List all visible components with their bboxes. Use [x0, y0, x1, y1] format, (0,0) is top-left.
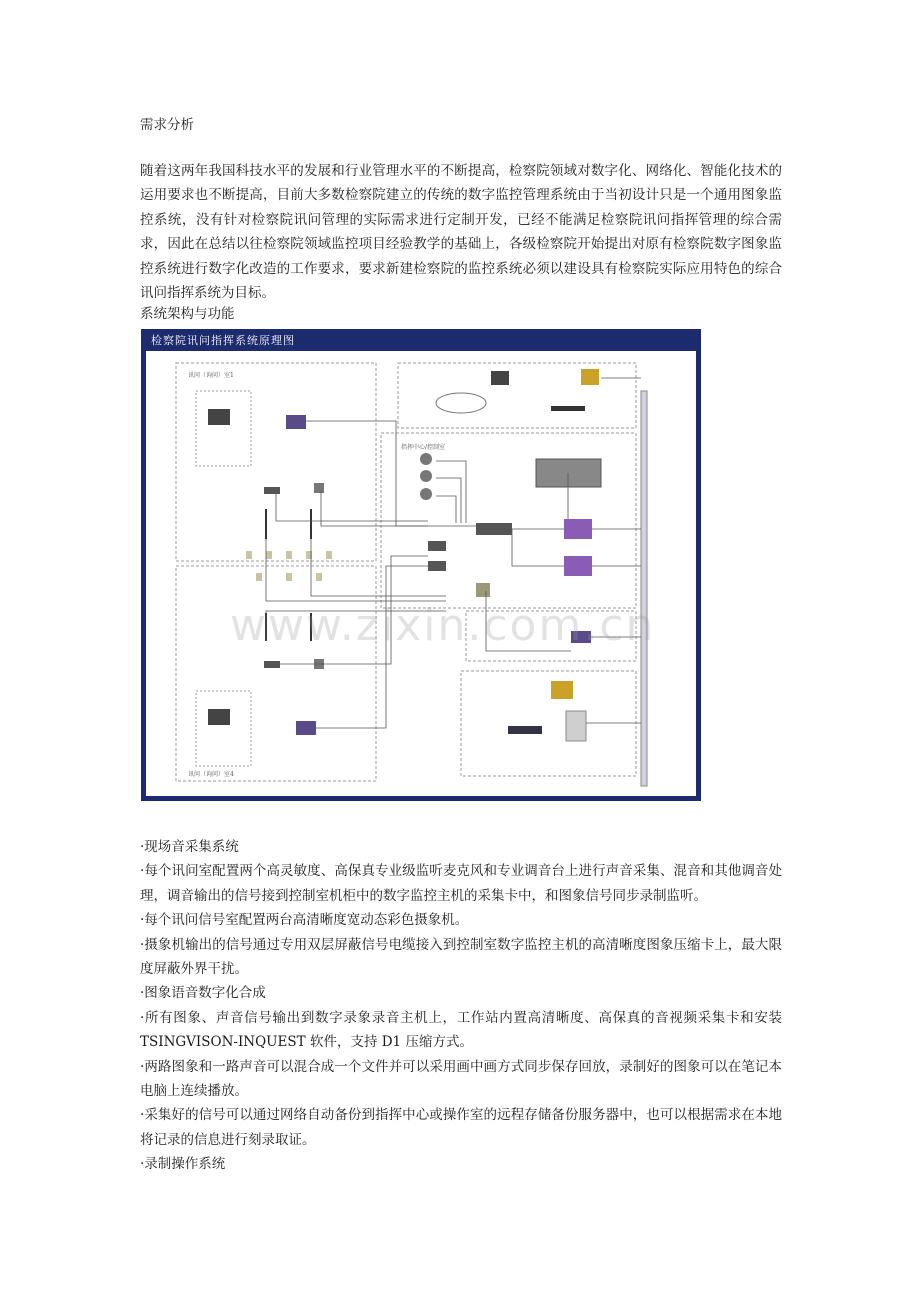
room4-laptop-icon [296, 721, 316, 735]
room1-camera1-icon [264, 487, 280, 494]
room1-sensors [246, 551, 332, 559]
room4-tablet-icon [208, 709, 230, 725]
list-item: ·录制操作系统 [140, 1156, 226, 1173]
operation-room-box [461, 671, 636, 776]
system-diagram-figure [141, 329, 701, 801]
list-item: ·每个讯问室配置两个高灵敏度、高保真专业级监听麦克风和专业调音台上进行声音采集、混音和其他调音处理，调音输出的信号接到控制室机柜中的数字监控主机的采集卡中，和图象信号同步录制监听。 [140, 863, 782, 904]
room1-tablet-icon [208, 409, 230, 425]
room1-console-box [196, 391, 251, 466]
room4-console-box [196, 691, 251, 766]
remote-server-icon [551, 406, 585, 411]
operation-monitor-icon [551, 681, 573, 699]
monitor-station2-icon [564, 556, 592, 576]
encoder2-icon [428, 561, 446, 571]
room1-box [176, 363, 376, 561]
room1-label: 讯问（询问）室1 [188, 372, 234, 379]
storage-server-icon [508, 726, 542, 734]
list-item: ·摄象机输出的信号通过专用双层屏蔽信号电缆接入到控制室数字监控主机的高清晰度图象压缩卡上，最大限度屏蔽外界干扰。 [140, 936, 782, 978]
room4-box [176, 566, 376, 781]
network-backbone [641, 391, 647, 786]
figure-title: 检察院讯问指挥系统原理图 [151, 334, 295, 347]
list-item: ·所有图象、声音信号输出到数字录象录音主机上，工作站内置高清晰度、高保真的音视频采集卡和安装 TSINGVISON-INQUEST 软件，支持 D1 压缩方式。 [140, 1009, 782, 1051]
network-cloud-icon [436, 393, 486, 413]
dome-camera2-icon [420, 470, 432, 482]
video-wall-icon [536, 459, 601, 487]
room1-laptop-icon [286, 415, 306, 429]
remote-area-box [398, 363, 636, 428]
list-item: ·两路图象和一路声音可以混合成一个文件并可以采用画中画方式同步保存回放，录制好的图象可以在笔记本电脑上连续播放。 [140, 1058, 782, 1100]
list-item: ·每个讯问信号室配置两台高清晰度宽动态彩色摄象机。 [140, 912, 469, 929]
connection-lines [266, 378, 641, 728]
list-item: ·采集好的信号可以通过网络自动备份到指挥中心或操作室的远程存储备份服务器中，也可以根据需求在本地将记录的信息进行刻录取证。 [140, 1107, 782, 1148]
list-item: ·图象语音数字化合成 [140, 985, 266, 1002]
remote-monitor1-icon [491, 371, 509, 385]
monitor-station1-icon [564, 519, 592, 539]
dome-camera1-icon [420, 453, 432, 465]
command-center-label: 指挥中心/控制室 [401, 444, 446, 451]
encoder1-icon [428, 541, 446, 551]
watermark: www.zixin.com.cn [230, 600, 656, 651]
diagram-svg [146, 351, 696, 796]
dvr-host-icon [476, 523, 512, 535]
room4-camera1-icon [264, 661, 280, 668]
dome-camera3-icon [420, 488, 432, 500]
feature-list [140, 835, 782, 1177]
mixer-icon [476, 583, 490, 597]
section-heading: 需求分析 [140, 117, 194, 133]
room4-label: 讯问（询问）室4 [188, 771, 234, 778]
remote-monitor2-icon [581, 369, 599, 385]
backup-tower-icon [566, 711, 586, 741]
intro-paragraph: 随着这两年我国科技水平的发展和行业管理水平的不断提高，检察院领域对数字化、网络化、智能化技术的运用要求也不断提高，目前大多数检察院建立的传统的数字监控管理系统由于当初设计只是一个通用图象监控系统，没有针对检察院讯问管理的实际需求进行定制开发，已经不能满足检察院讯问指挥管理的综合需求，因此在总结以往检察院领域监控项目经验教学的基础上，各级检察院开始提出对原有检察院数字图象监控系统进行数字化改造的工作要求，要求新建检察院的监控系统必须以建设具有检察院实际应用特色的综合讯问指挥系统为目标。 [140, 163, 782, 302]
subsection-heading: 系统架构与功能 [140, 306, 235, 322]
room1-camera2-icon [314, 483, 324, 493]
list-item: ·现场音采集系统 [140, 839, 239, 855]
diagram-canvas [146, 351, 696, 796]
